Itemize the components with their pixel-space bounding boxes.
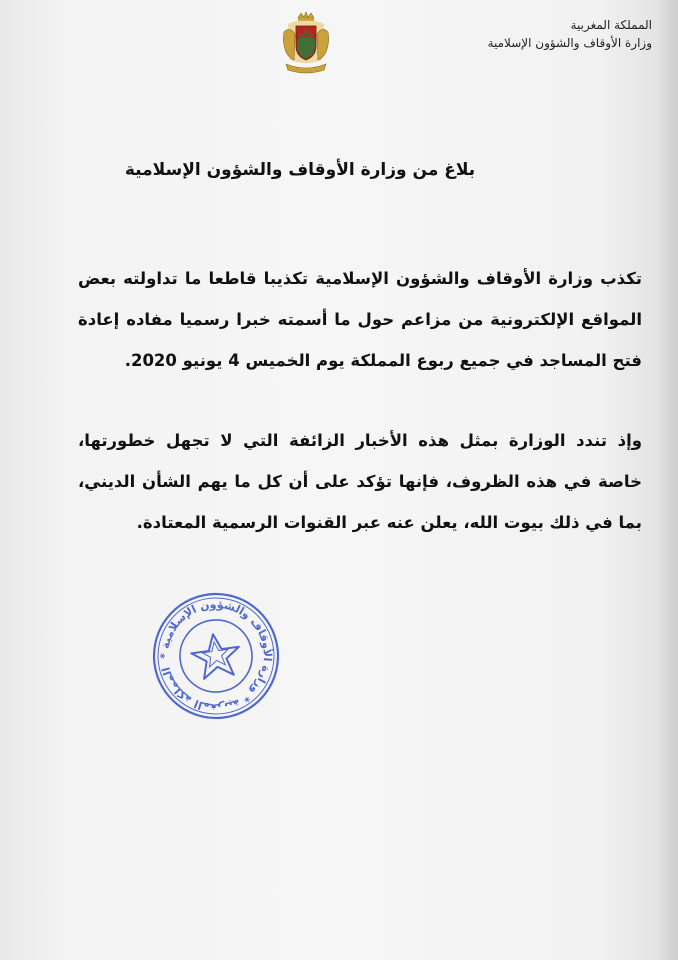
header-kingdom-name: المملكة المغربية bbox=[570, 18, 652, 32]
royal-coat-of-arms-icon bbox=[280, 10, 332, 78]
ministry-header bbox=[488, 16, 652, 52]
paragraph-1: تكذب وزارة الأوقاف والشؤون الإسلامية تكذيبا قاطعا ما تداولته بعض المواقع الإلكترونية من مزاعم حول ما أسمته خبرا رسميا مفاده إعادة فتح المساجد في جميع ربوع المملكة يوم الخميس 4 يونيو 2020. bbox=[78, 269, 642, 370]
stamp-ring-text: المملكة المغربية * وزارة الأوقاف والشؤون الإسلامية * bbox=[157, 597, 275, 715]
header-ministry-name: وزارة الأوقاف والشؤون الإسلامية bbox=[487, 36, 652, 50]
document-title: بلاغ من وزارة الأوقاف والشؤون الإسلامية bbox=[124, 160, 476, 180]
official-ministry-stamp-icon bbox=[141, 581, 290, 730]
paragraph-2: وإذ تندد الوزارة بمثل هذه الأخبار الزائفة التي لا تجهل خطورتها، خاصة في هذه الظروف، فإنها تؤكد على أن كل ما يهم الشأن الديني، بما في ذلك بيوت الله، يعلن عنه عبر القنوات الرسمية المعتادة. bbox=[78, 431, 642, 532]
svg-text:المملكة المغربية * وزارة الأوق bbox=[151, 590, 283, 721]
